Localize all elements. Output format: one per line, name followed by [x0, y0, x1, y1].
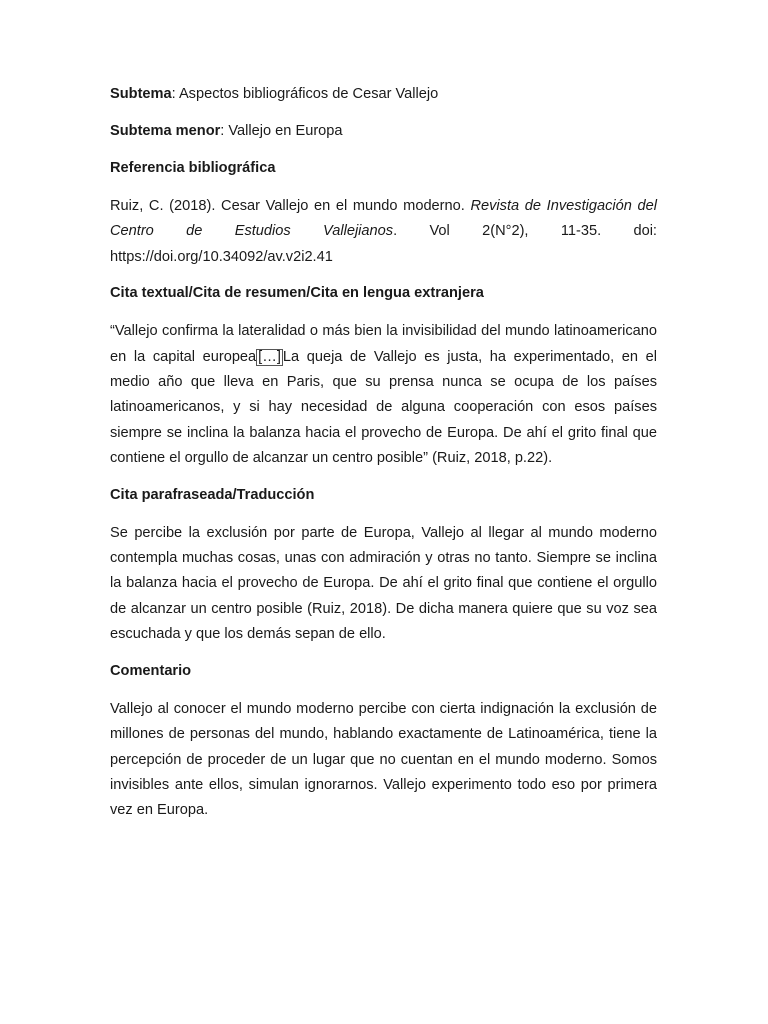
subtema-line [110, 84, 657, 104]
cita-textual-heading: Cita textual/Cita de resumen/Cita en lengua extranjera [110, 285, 484, 302]
referencia-text-after: . Vol 2(N°2), 11-35. doi: https://doi.org/10.34092/av.v2i2.41 [110, 223, 657, 265]
referencia-text-before: Ruiz, C. (2018). Cesar Vallejo en el mundo moderno. [110, 198, 471, 214]
subtema-menor-label: Subtema menor [110, 123, 221, 139]
subtema-menor-line [110, 121, 657, 141]
cita-textual-text-after: La queja de Vallejo es justa, ha experimentado, en el medio año que lleva en Paris, que su prensa nunca se ocupa de los países latinoamericanos, y si hay necesidad de alguna cooperación con esos países siempre se inclina la balanza hacia el provecho de Europa. De ahí el grito final que contiene el orgullo de alcanzar un centro posible” (Ruiz, 2018, p.22). [110, 348, 657, 467]
referencia-heading: Referencia bibliográfica [110, 160, 276, 176]
subtema-menor-value: : Vallejo en Europa [220, 123, 343, 139]
cita-textual-text-before: “Vallejo confirma la lateralidad o más bien la invisibilidad del mundo latinoamericano en la capital europea [110, 323, 657, 365]
cita-parafraseada-heading: Cita parafraseada/Traducción [110, 486, 315, 503]
referencia-journal: Revista de Investigación del Centro de Estudios Vallejianos [110, 198, 657, 240]
cita-parafraseada-paragraph: Se percibe la exclusión por parte de Europa, Vallejo al llegar al mundo moderno contempla muchas cosas, unas con admiración y otras no tanto. Siempre se inclina la balanza hacia el provecho de Europa. De ahí el grito final que contiene el orgullo de alcanzar un centro posible (Ruiz, 2018). De dicha manera quiere que su voz sea escuchada y que los demás sepan de ello. [110, 524, 657, 643]
subtema-label: Subtema [110, 86, 172, 102]
comentario-paragraph: Vallejo al conocer el mundo moderno percibe con cierta indignación la exclusión de millones de personas del mundo, hablando exactamente de Latinoamérica, tiene la percepción de proceder de un lugar que no cuentan en el mundo moderno. Somos invisibles ante ellos, simulan ignorarnos. Vallejo experimento todo eso por primera vez en Europa. [110, 700, 657, 819]
cita-textual-paragraph [110, 319, 657, 471]
ellipsis-bracket: […] [258, 348, 281, 365]
document-body [110, 84, 657, 837]
comentario-heading: Comentario [110, 662, 192, 679]
referencia-paragraph [110, 194, 657, 270]
subtema-value: : Aspectos bibliográficos de Cesar Vallejo [171, 86, 439, 102]
